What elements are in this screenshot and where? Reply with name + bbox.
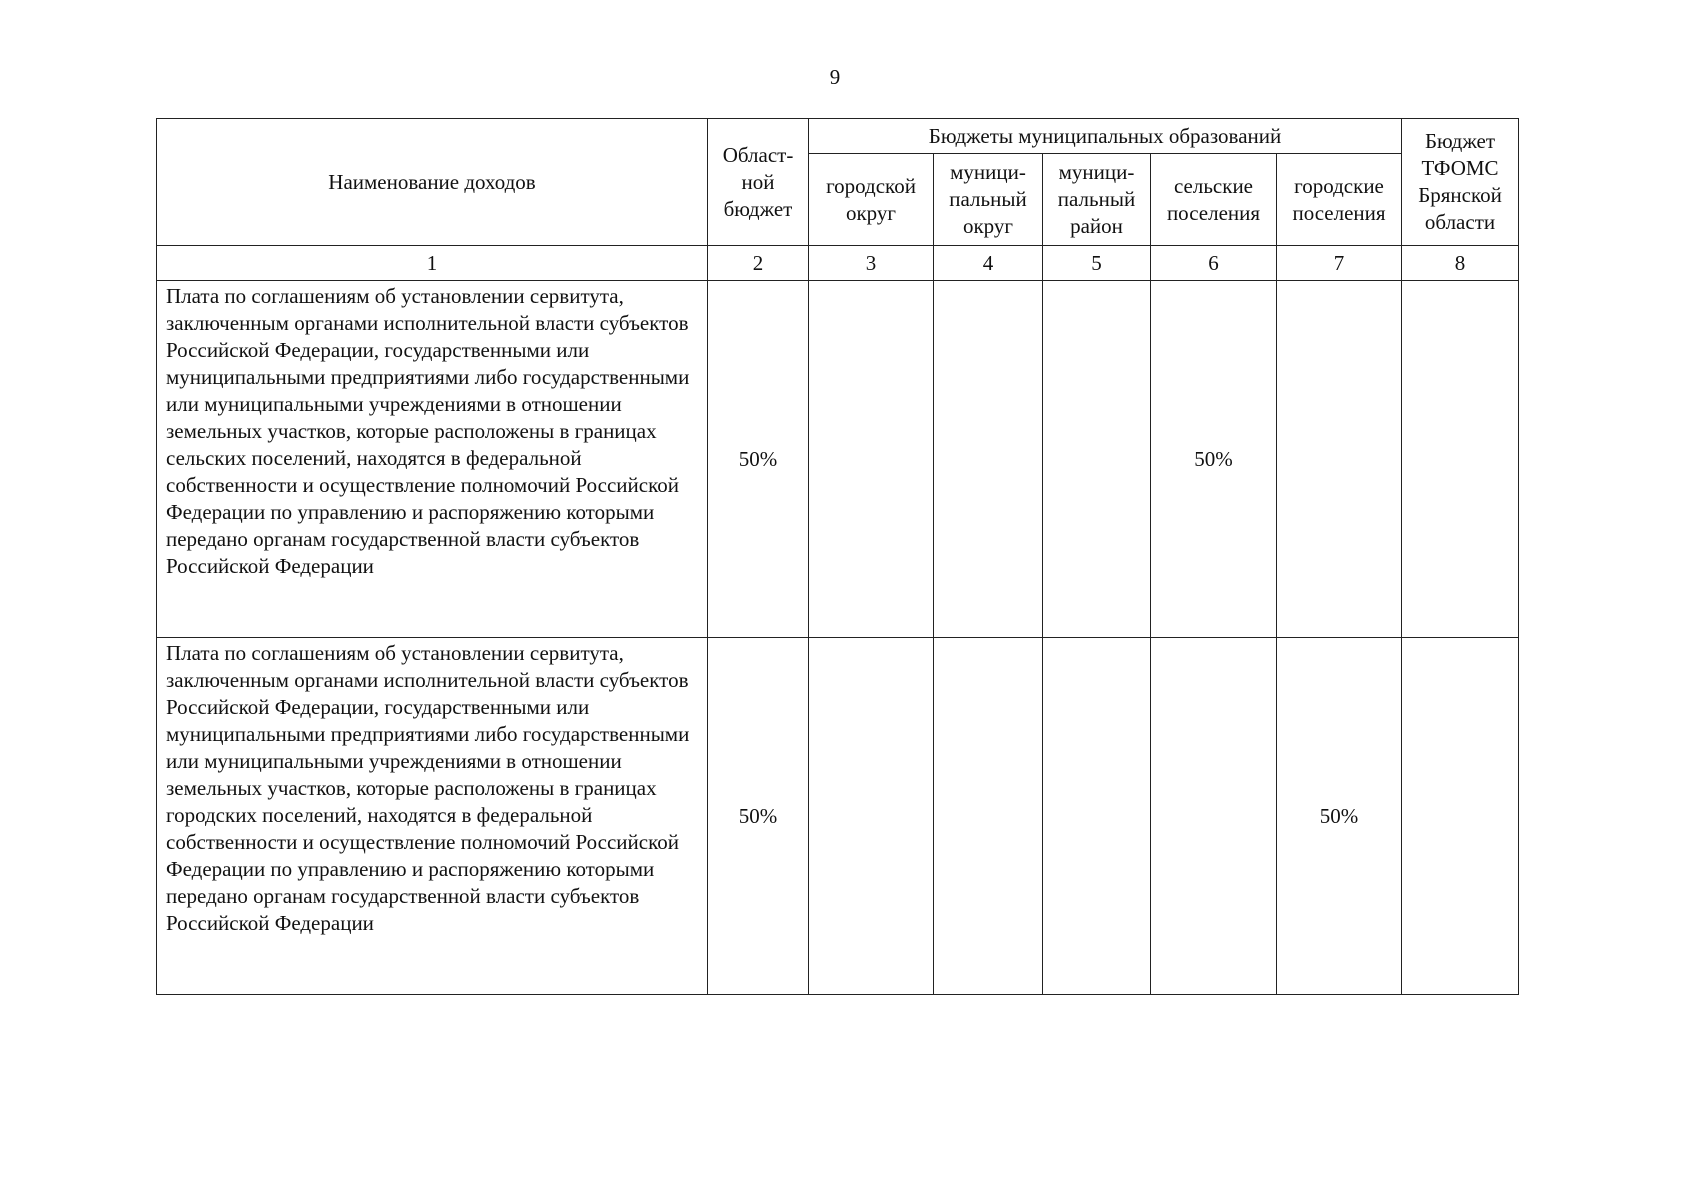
- header-tfoms-budget: Бюджет ТФОМС Брянской области: [1402, 119, 1519, 246]
- header-municipal-district: муници- пальный округ: [934, 154, 1043, 246]
- income-distribution-table: [156, 118, 1519, 995]
- header-urban-settlements: городские поселения: [1277, 154, 1402, 246]
- value-cell: 50%: [1151, 281, 1277, 638]
- column-number: 5: [1043, 246, 1151, 281]
- header-city-district: городской округ: [809, 154, 934, 246]
- column-number: 6: [1151, 246, 1277, 281]
- value-cell: [809, 638, 934, 995]
- column-number: 7: [1277, 246, 1402, 281]
- value-cell: [1151, 638, 1277, 995]
- value-cell: [934, 638, 1043, 995]
- table-row: [157, 281, 1519, 638]
- page-number: 9: [829, 65, 841, 89]
- table-row: [157, 638, 1519, 995]
- column-number-row: [157, 246, 1519, 281]
- income-description: Плата по соглашениям об установлении сервитута, заключенным органами исполнительной власти субъектов Российской Федерации, государственными или муниципальными предприятиями либо государственными или муниципальными учреждениями в отношении земельных участков, которые расположены в границах городских поселений, находятся в федеральной собственности и осуществление полномочий Российской Федерации по управлению и распоряжению которыми передано органам государственной власти субъектов Российской Федерации: [157, 638, 708, 995]
- header-regional-budget: Област- ной бюджет: [708, 119, 809, 246]
- value-cell: [934, 281, 1043, 638]
- header-municipal-area: муници- пальный район: [1043, 154, 1151, 246]
- value-cell: [1043, 281, 1151, 638]
- column-number: 2: [708, 246, 809, 281]
- value-cell: [809, 281, 934, 638]
- value-cell: 50%: [708, 281, 809, 638]
- column-number: 4: [934, 246, 1043, 281]
- value-cell: [1277, 281, 1402, 638]
- column-number: 3: [809, 246, 934, 281]
- value-cell: [1043, 638, 1151, 995]
- column-number: 8: [1402, 246, 1519, 281]
- income-description: Плата по соглашениям об установлении сервитута, заключенным органами исполнительной власти субъектов Российской Федерации, государственными или муниципальными предприятиями либо государственными или муниципальными учреждениями в отношении земельных участков, которые расположены в границах сельских поселений, находятся в федеральной собственности и осуществление полномочий Российской Федерации по управлению и распоряжению которыми передано органам государственной власти субъектов Российской Федерации: [157, 281, 708, 638]
- value-cell: [1402, 281, 1519, 638]
- value-cell: 50%: [1277, 638, 1402, 995]
- header-rural-settlements: сельские поселения: [1151, 154, 1277, 246]
- header-income-name: Наименование доходов: [157, 119, 708, 246]
- value-cell: [1402, 638, 1519, 995]
- value-cell: 50%: [708, 638, 809, 995]
- column-number: 1: [157, 246, 708, 281]
- header-municipal-budgets: Бюджеты муниципальных образований: [809, 119, 1402, 154]
